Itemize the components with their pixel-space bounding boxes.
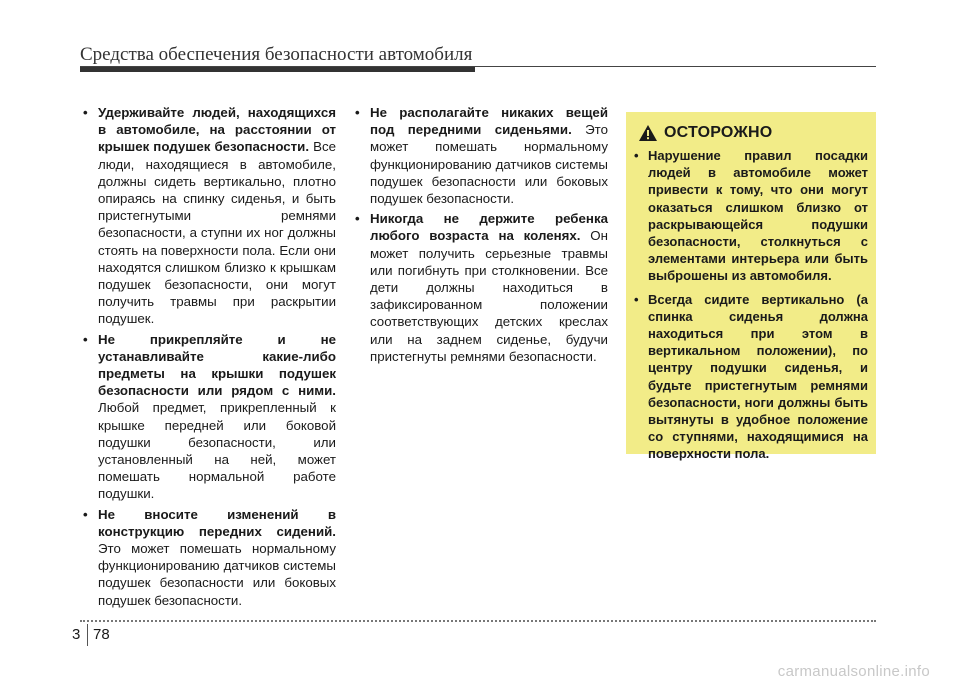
warning-item bbox=[634, 291, 868, 463]
bullet: • bbox=[355, 105, 360, 120]
bullet: • bbox=[634, 291, 639, 307]
bullet: • bbox=[634, 148, 639, 163]
item-heading: Не вносите изменений в конструкцию передних сидений. bbox=[98, 506, 336, 539]
warning-item bbox=[634, 147, 868, 285]
footer-rule bbox=[80, 620, 876, 622]
page-title: Средства обеспечения безопасности автомобиля bbox=[80, 44, 473, 65]
item-text: Любой предмет, прикрепленный к крышке передней или боковой подушки безопасности, или установленный на ней, может помешать нормальной работе подушки. bbox=[98, 400, 336, 502]
item-text: Это может помешать нормальному функционированию датчиков системы подушек безопасности или боковых подушек безопасности. bbox=[98, 541, 336, 608]
chapter-number: 3 bbox=[72, 626, 81, 643]
list-item bbox=[80, 104, 336, 328]
bullet: • bbox=[83, 105, 88, 120]
item-heading: Никогда не держите ребенка любого возраста на коленях. bbox=[370, 211, 608, 244]
bullet: • bbox=[83, 506, 88, 522]
warning-title: ОСТОРОЖНО bbox=[664, 124, 773, 141]
left-column bbox=[80, 104, 336, 612]
list-item bbox=[352, 104, 608, 207]
page-number: 78 bbox=[93, 626, 110, 643]
header-bar bbox=[80, 67, 475, 72]
item-heading: Не располагайте никаких вещей под передними сиденьями. bbox=[370, 105, 608, 138]
warning-item-text: Всегда сидите вертикально (а спинка сиденья должна находиться при этом в вертикальном положении), по центру подушки сиденья, и будьте пристегнутым ремнями безопасности, ноги должны быть вытянуты в удобное положение со ступнями, находящимися на поверхности пола. bbox=[648, 291, 868, 462]
list-item bbox=[80, 506, 336, 609]
item-text: Он может получить серьезные травмы или погибнуть при столкновении. Все дети должны находиться в зафиксированном положении соответствующих детских креслах или на заднем сиденье, будучи пристегнуты ремнями безопасности. bbox=[370, 228, 608, 364]
list-item bbox=[352, 210, 608, 365]
warning-box bbox=[626, 112, 876, 462]
bullet: • bbox=[355, 211, 360, 227]
watermark: carmanualsonline.info bbox=[777, 663, 930, 680]
warning-header bbox=[638, 124, 868, 142]
middle-column bbox=[352, 104, 608, 368]
bullet: • bbox=[83, 331, 88, 347]
item-heading: Удерживайте людей, находящихся в автомобиле, на расстоянии от крышек подушек безопасности. bbox=[98, 105, 336, 155]
item-heading: Не прикрепляйте и не устанавливайте какие-либо предметы на крышки подушек безопасности или рядом с ними. bbox=[98, 331, 336, 399]
item-text: Это может помешать нормальному функционированию датчиков системы подушек безопасности или боковых подушек безопасности. bbox=[370, 122, 608, 207]
page-number-divider bbox=[87, 624, 88, 646]
item-text: Все люди, находящиеся в автомобиле, должны сидеть вертикально, плотно опираясь на спинку сиденья, и быть пристегнутыми ремнями безопасности, а ступни их ног должны стоять на поверхности пола. Если они находятся слишком близко к крышкам подушек безопасности, они могут получить травмы при раскрытии подушек. bbox=[98, 139, 336, 327]
warning-item-text: Нарушение правил посадки людей в автомобиле может привести к тому, что они могут оказаться слишком близко от раскрывающейся подушки безопасности, столкнуться с элементами интерьера или быть выброшены из автомобиля. bbox=[648, 148, 868, 284]
list-item bbox=[80, 331, 336, 503]
warning-triangle-icon bbox=[638, 124, 658, 142]
